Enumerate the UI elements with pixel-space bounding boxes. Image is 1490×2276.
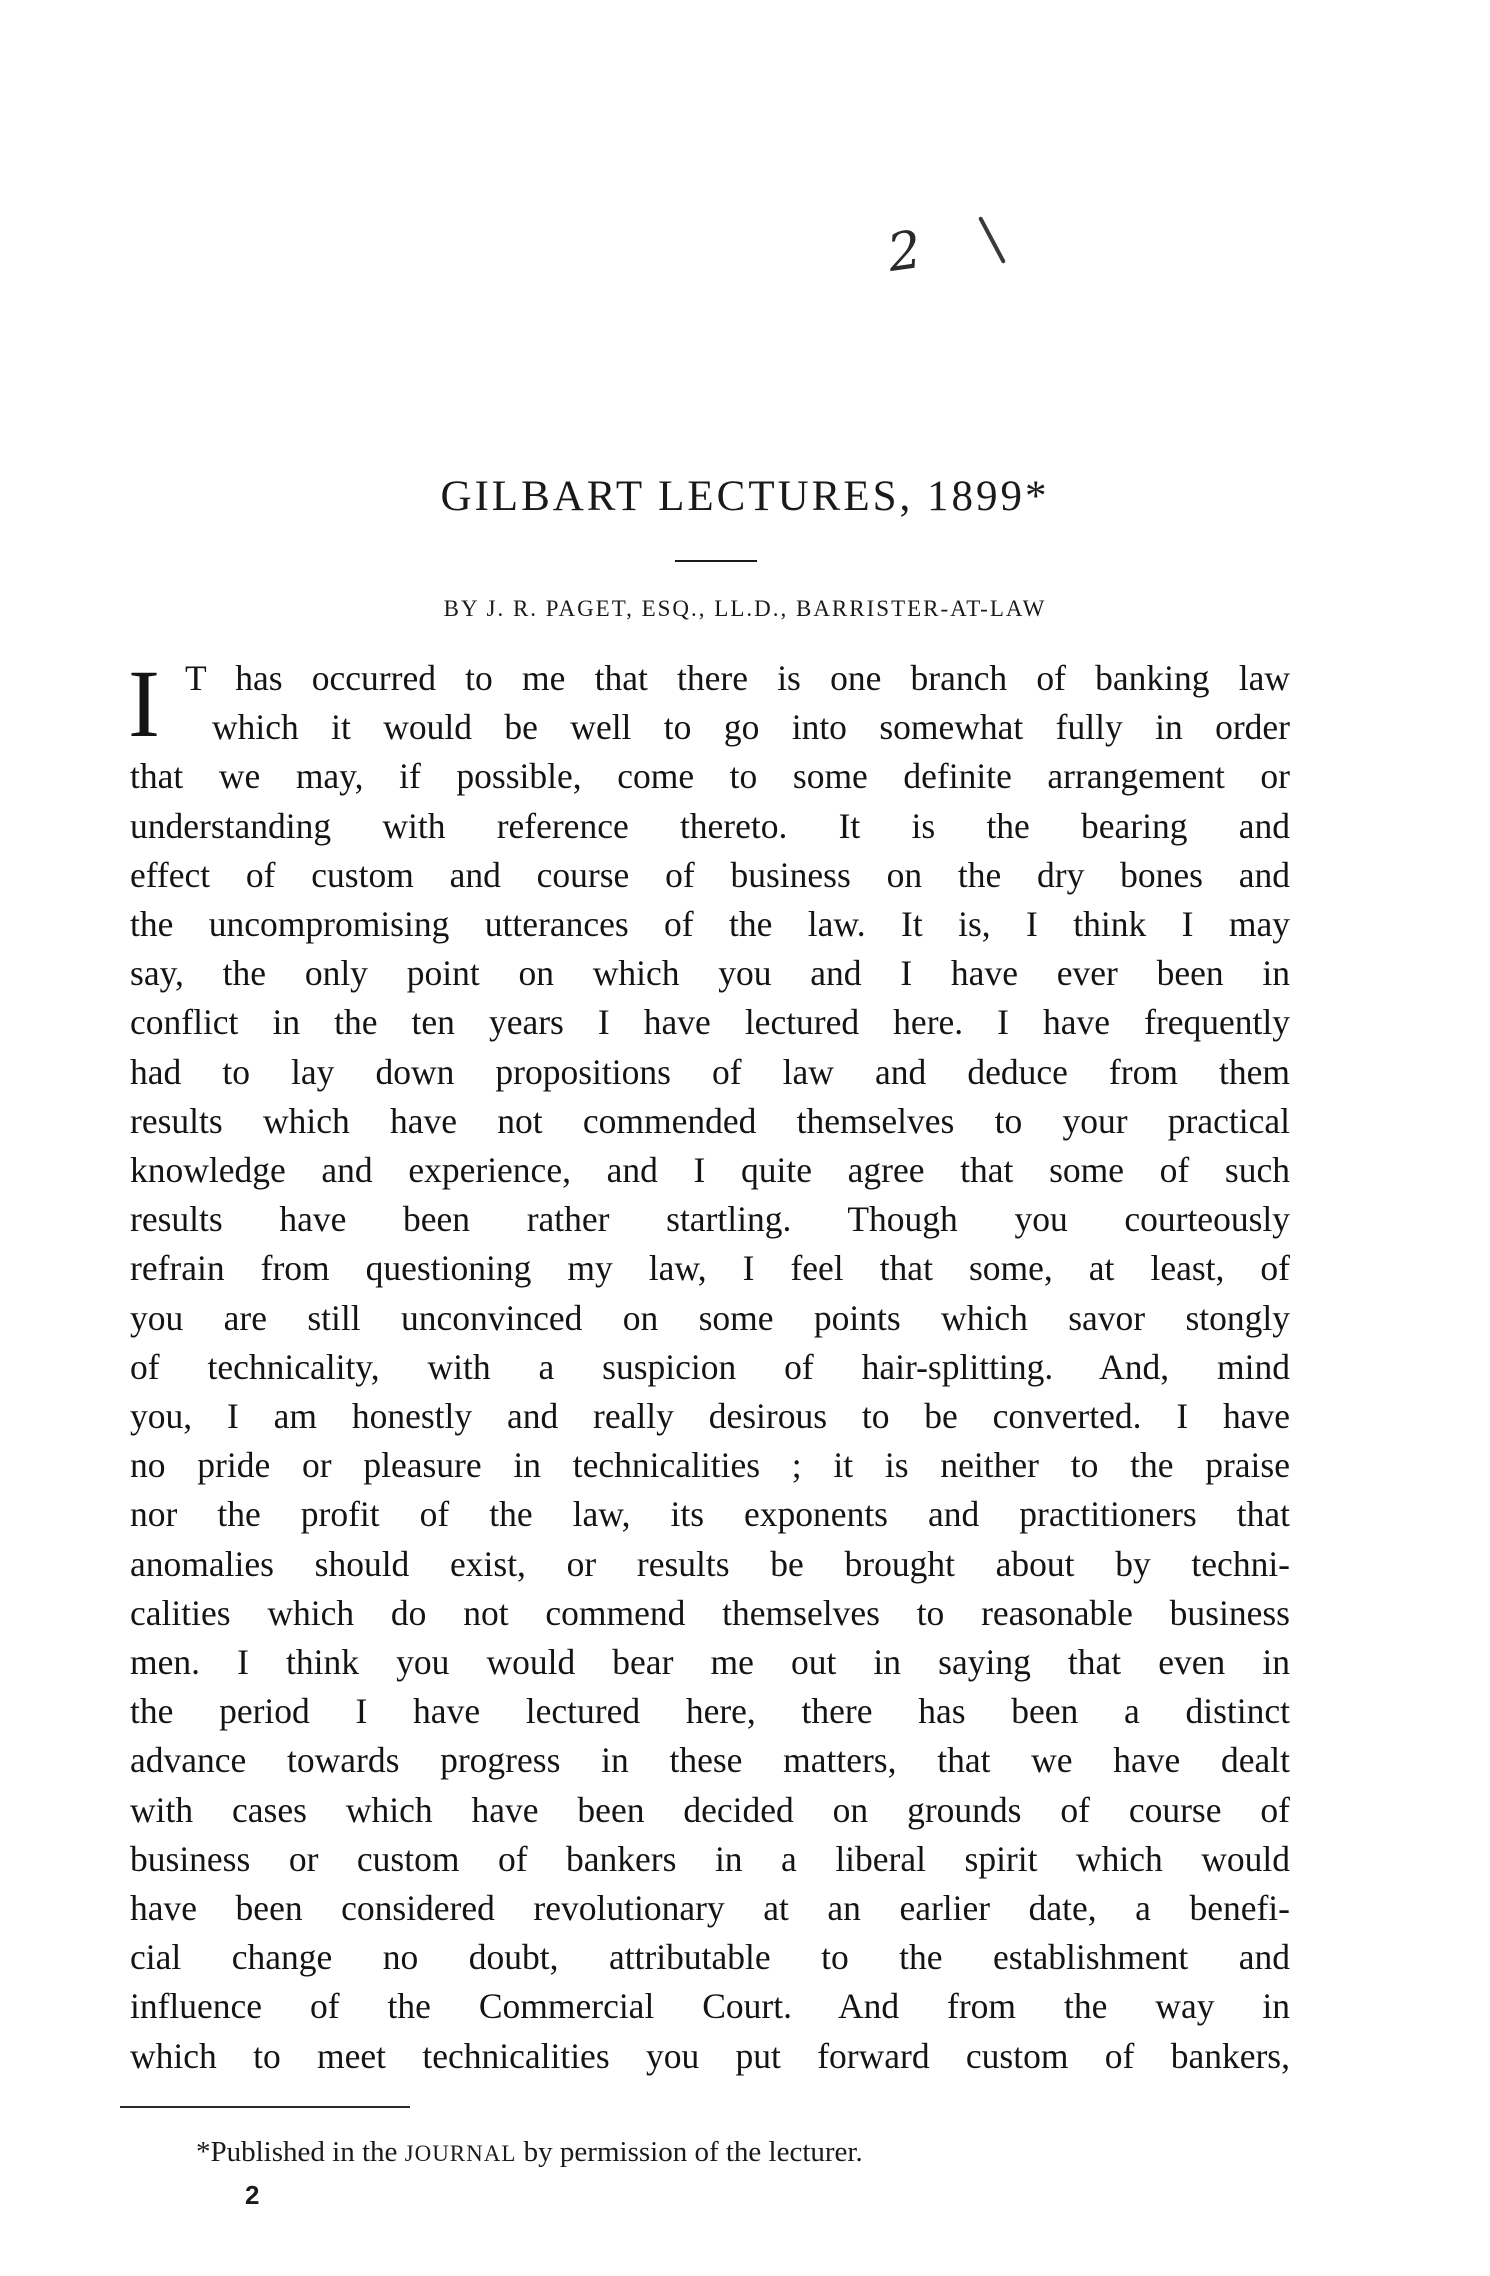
body-line: conflict in the ten years I have lectured here. I have frequently [130, 1002, 1290, 1043]
body-line: calities which do not commend themselves to reasonable business [130, 1592, 1290, 1633]
body-line: business or custom of bankers in a liberal spirit which would [130, 1838, 1290, 1879]
footnote-suffix: by permission of the lecturer. [516, 2136, 863, 2168]
body-line: no pride or pleasure in technicalities ; it is neither to the praise [130, 1445, 1290, 1486]
handwritten-page-mark: 2 [883, 219, 926, 285]
body-paragraph [128, 650, 1290, 2081]
body-line: the period I have lectured here, there has been a distinct [130, 1691, 1290, 1732]
page-number: 2 [245, 2180, 260, 2210]
title-divider [675, 560, 757, 562]
body-line: you are still unconvinced on some points which savor stongly [130, 1297, 1290, 1338]
body-line: the uncompromising utterances of the law. It is, I think I may [130, 904, 1290, 945]
body-line: had to lay down propositions of law and deduce from them [130, 1051, 1290, 1092]
body-line: which to meet technicalities you put forward custom of bankers, [130, 2035, 1290, 2076]
body-line: cial change no doubt, attributable to the establishment and [130, 1937, 1290, 1978]
body-line: have been considered revolutionary at an earlier date, a benefi- [130, 1888, 1290, 1929]
body-line: that we may, if possible, come to some definite arrangement or [130, 756, 1290, 797]
body-line: which it would be well to go into somewhat fully in order [212, 707, 1290, 748]
footnote-journal: JOURNAL [404, 2141, 517, 2166]
body-first-line: T has occurred to me that there is one branch of banking law [185, 658, 1290, 698]
body-line: effect of custom and course of business on the dry bones and [130, 854, 1290, 895]
body-line: with cases which have been decided on grounds of course of [130, 1789, 1290, 1830]
body-line: say, the only point on which you and I have ever been in [130, 953, 1290, 994]
author-byline: BY J. R. PAGET, ESQ., LL.D., BARRISTER-AT-LAW [443, 596, 1047, 621]
handwritten-tick-mark [978, 216, 1006, 264]
drop-cap: I [128, 650, 160, 757]
body-line: of technicality, with a suspicion of hair-splitting. And, mind [130, 1346, 1290, 1387]
body-line: nor the profit of the law, its exponents and practitioners that [130, 1494, 1290, 1535]
body-line: advance towards progress in these matters, that we have dealt [130, 1740, 1290, 1781]
footnote-prefix: *Published in the [196, 2136, 405, 2168]
body-line: influence of the Commercial Court. And from the way in [130, 1986, 1290, 2027]
body-line: results have been rather startling. Though you courteously [130, 1199, 1290, 1240]
body-line: men. I think you would bear me out in saying that even in [130, 1642, 1290, 1683]
body-line: refrain from questioning my law, I feel that some, at least, of [130, 1248, 1290, 1289]
body-line: you, I am honestly and really desirous to be converted. I have [130, 1396, 1290, 1437]
footnote [196, 2136, 863, 2169]
body-line: understanding with reference thereto. It is the bearing and [130, 805, 1290, 846]
body-line: knowledge and experience, and I quite agree that some of such [130, 1150, 1290, 1191]
body-line: results which have not commended themselves to your practical [130, 1100, 1290, 1141]
lecture-title: GILBART LECTURES, 1899* [440, 473, 1050, 520]
body-line: anomalies should exist, or results be brought about by techni- [130, 1543, 1290, 1584]
footnote-rule [120, 2106, 410, 2108]
